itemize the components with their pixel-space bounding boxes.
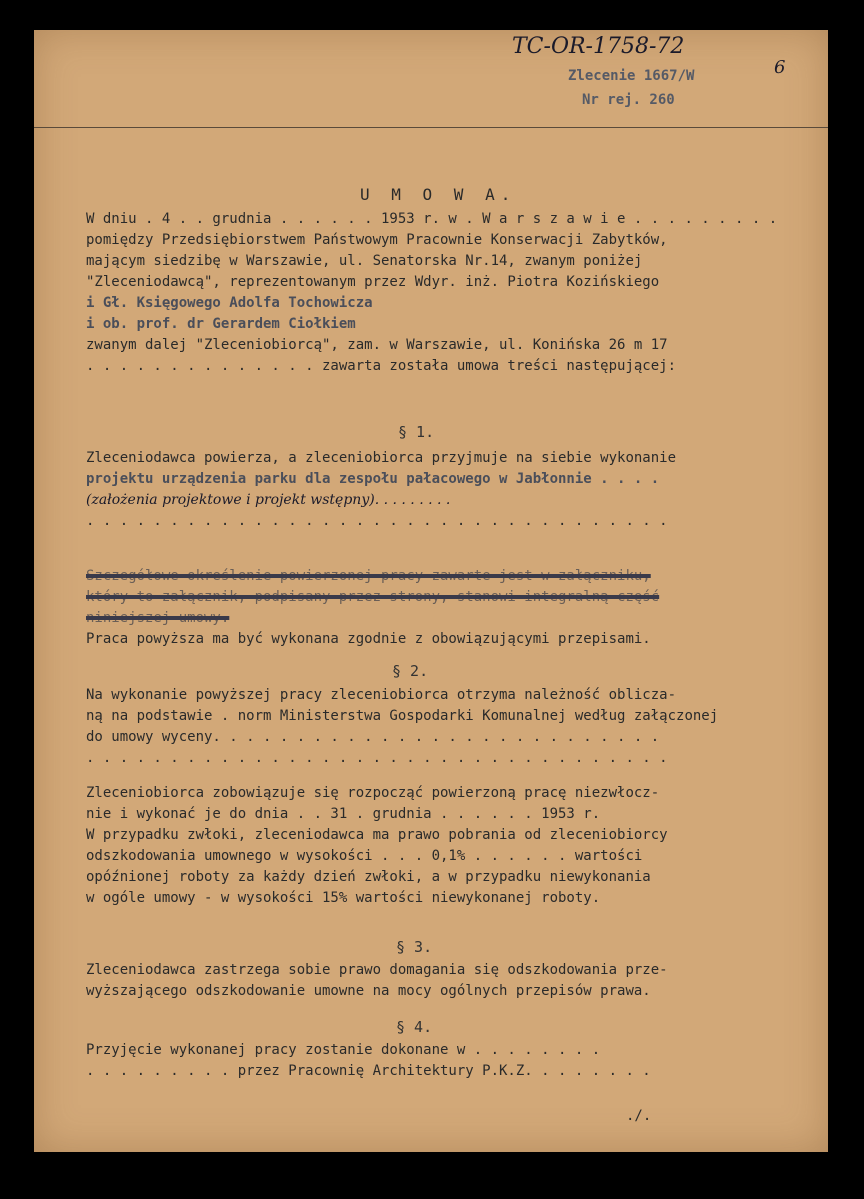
preamble — [86, 211, 786, 379]
header-divider-line — [34, 127, 828, 128]
section-2-term-line: odszkodowania umownego w wysokości . . . 0,1% . . . . . . wartości — [86, 848, 643, 864]
section-4-body — [86, 1042, 786, 1084]
section-2-body — [86, 687, 786, 771]
preamble-line: "Zleceniodawcą", reprezentowanym przez Wdyr. inż. Piotra Kozińskiego — [86, 274, 660, 290]
struck-line: Szczegółowe określenie powierzonej pracy zawarte jest w załączniku, — [86, 568, 651, 584]
handwritten-reference: TC-OR-1758-72 — [512, 34, 685, 59]
preamble-line: i Gł. Księgowego Adolfa Tochowicza — [86, 295, 373, 311]
preamble-line: W dniu . 4 . . grudnia . . . . . . 1953 r. w . W a r s z a w i e . . . . . . . . . — [86, 211, 778, 227]
section-1-line: projektu urządzenia parku dla zespołu pałacowego w Jabłonnie . . . . — [86, 471, 660, 487]
section-4-line: . . . . . . . . . przez Pracownię Architektury P.K.Z. . . . . . . . — [86, 1063, 651, 1079]
page-number: 6 — [774, 57, 786, 78]
section-2-term-line: opóźnionej roboty za każdy dzień zwłoki, a w przypadku niewykonania — [86, 869, 651, 885]
preamble-line: zwanym dalej "Zleceniobiorcą", zam. w Warszawie, ul. Konińska 26 m 17 — [86, 337, 668, 353]
document-title: U M O W A. — [360, 185, 517, 204]
section-2-line: do umowy wyceny. . . . . . . . . . . . . . . . . . . . . . . . . . . — [86, 729, 660, 745]
section-1-heading: § 1. — [398, 423, 435, 441]
section-2-line: . . . . . . . . . . . . . . . . . . . . . . . . . . . . . . . . . . . — [86, 750, 668, 766]
section-2-term-line: nie i wykonać je do dnia . . 31 . grudnia . . . . . . 1953 r. — [86, 806, 601, 822]
preamble-line: pomiędzy Przedsiębiorstwem Państwowym Pracownie Konserwacji Zabytków, — [86, 232, 668, 248]
section-2-terms — [86, 785, 786, 911]
preamble-line: i ob. prof. dr Gerardem Ciołkiem — [86, 316, 356, 332]
section-2-term-line: w ogóle umowy - w wysokości 15% wartości niewykonanej roboty. — [86, 890, 601, 906]
preamble-line: mającym siedzibę w Warszawie, ul. Senatorska Nr.14, zwanym poniżej — [86, 253, 643, 269]
section-1-line: Zleceniodawca powierza, a zleceniobiorca przyjmuje na siebie wykonanie — [86, 450, 677, 466]
section-2-line: Na wykonanie powyższej pracy zleceniobiorca otrzyma należność oblicza- — [86, 687, 677, 703]
struck-line: niniejszej umowy. — [86, 610, 230, 626]
continuation-mark: ./. — [626, 1108, 652, 1124]
section-3-body — [86, 962, 786, 1004]
registry-number: Nr rej. 260 — [582, 92, 675, 108]
struck-line: który to załącznik, podpisany przez strony, stanowi integralną część — [86, 589, 660, 605]
section-3-line: Zleceniodawca zastrzega sobie prawo domagania się odszkodowania prze- — [86, 962, 668, 978]
section-1-line: (założenia projektowe i projekt wstępny). . . . . . . . . — [86, 492, 451, 508]
section-1-line: . . . . . . . . . . . . . . . . . . . . . . . . . . . . . . . . . . . — [86, 513, 668, 529]
section-4-line: Przyjęcie wykonanej pracy zostanie dokonane w . . . . . . . . — [86, 1042, 601, 1058]
section-2-term-line: W przypadku zwłoki, zleceniodawca ma prawo pobrania od zleceniobiorcy — [86, 827, 668, 843]
section-3-heading: § 3. — [396, 938, 433, 956]
section-2-line: ną na podstawie . norm Ministerstwa Gospodarki Komunalnej według załączonej — [86, 708, 719, 724]
section-1-body — [86, 450, 786, 534]
section-3-line: wyższającego odszkodowanie umowne na mocy ogólnych przepisów prawa. — [86, 983, 651, 999]
section-4-heading: § 4. — [396, 1018, 433, 1036]
preamble-line: . . . . . . . . . . . . . . zawarta została umowa treści następującej: — [86, 358, 677, 374]
section-1-final-line: Praca powyższa ma być wykonana zgodnie z obowiązującymi przepisami. — [86, 631, 651, 647]
section-1-struck-text — [86, 568, 786, 652]
section-2-heading: § 2. — [392, 662, 429, 680]
order-number: Zlecenie 1667/W — [568, 68, 695, 84]
section-2-term-line: Zleceniobiorca zobowiązuje się rozpocząć powierzoną pracę niezwłocz- — [86, 785, 660, 801]
